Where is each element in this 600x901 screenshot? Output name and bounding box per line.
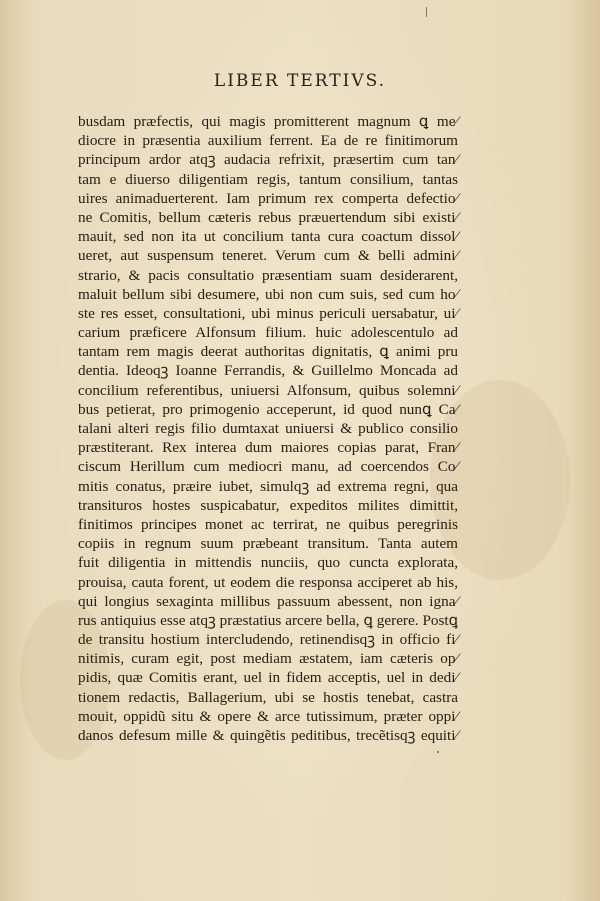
text-line: transituros hostes suspicabatur, expeditos milites dimittit,: [78, 496, 458, 514]
text-line: nitimis, curam egit, post mediam æstatem, iam cæteris op⁄: [78, 650, 458, 668]
text-line: mouit, oppidũ situ & opere & arce tutissimum, præter oppi⁄: [78, 707, 458, 725]
page-mark: [426, 7, 427, 17]
text-line: dentia. Ideoqꝫ Ioanne Ferrandis, & Guillelmo Moncada ad: [78, 362, 458, 380]
text-line: qui longius sexaginta millibus passuum abessent, non igna⁄: [78, 592, 458, 610]
text-line: tionem redactis, Ballagerium, ubi se hostis tenebat, castra: [78, 688, 458, 706]
text-line: rus antiquius esse atqꝫ præstatius arcere bella, ꝗ gerere. Postꝗ: [78, 611, 458, 629]
text-line: strario, & pacis consultatio præsentiam suam desiderarent,: [78, 266, 458, 284]
text-line: fuit diligentia in mittendis nunciis, quo cuncta explorata,: [78, 554, 458, 572]
text-line: præstiterant. Rex interea dum maiores copias parat, Fran⁄: [78, 439, 458, 457]
running-header: LIBER TERTIVS.: [213, 71, 387, 91]
text-line: pidis, quæ Comitis erant, uel in fidem acceptis, uel in dedi⁄: [78, 669, 458, 687]
text-line: tam e diuerso diligentiam regis, tantum consilium, tantas: [78, 170, 458, 188]
text-line: uires animaduerterent. Iam primum rex comperta defectio⁄: [78, 189, 458, 207]
text-line: ciscum Herillum cum mediocri manu, ad coercendos Co⁄: [78, 458, 458, 476]
text-line: principum ardor atqꝫ audacia refrixit, præsertim cum tan⁄: [78, 151, 458, 169]
text-line: carium præficere Alfonsum filium. huic adolescentulo ad: [78, 324, 458, 342]
text-line: prouisa, cauta forent, ut eodem die responsa acciperet ab his,: [78, 573, 458, 591]
text-line: busdam præfectis, qui magis promitterent magnum ꝗ me⁄: [78, 113, 458, 130]
body-text: [78, 112, 458, 745]
text-line: talani alteri regis filio dumtaxat uniuersi & publico consilio: [78, 420, 458, 437]
text-line: diocre in præsentia auxilium ferrent. Ea de re finitimorum: [78, 132, 458, 150]
text-line: mitis conatus, præire iubet, simulqꝫ ad extrema regni, qua: [78, 477, 458, 495]
text-line: copiis in regnum suum præbeant transitum. Tanta autem: [78, 535, 458, 553]
text-line: maluit bellum sibi desumere, ubi non cum suis, sed cum ho⁄: [78, 285, 458, 303]
text-line: mauit, sed non ita ut concilium tanta cura coactum dissol⁄: [78, 228, 458, 246]
text-line: de transitu hostium intercludendo, retinendisqꝫ in officio fi⁄: [78, 631, 458, 649]
text-line: finitimos principes monet ac terrirat, ne quibus peregrinis: [78, 515, 458, 533]
text-line: concilium referentibus, uniuersi Alfonsum, quibus solemni⁄: [78, 381, 458, 399]
text-line: ueret, aut suspensum teneret. Verum cum & belli admini⁄: [78, 247, 458, 265]
text-line: ste res esset, consultationi, ubi minus periculi uersabatur, ui⁄: [78, 304, 458, 322]
page-mark: [437, 751, 439, 753]
text-line: ne Comitis, bellum cæteris rebus præuertendum sibi existi⁄: [78, 208, 458, 226]
text-line: danos defesum mille & quingẽtis peditibus, trecẽtisqꝫ equiti⁄: [78, 727, 458, 744]
text-line: bus petierat, pro primogenio acceperunt, id quod nunꝗ Ca⁄: [78, 400, 458, 418]
text-line: tantam rem magis deerat authoritas dignitatis, ꝗ animi pru: [78, 343, 458, 361]
